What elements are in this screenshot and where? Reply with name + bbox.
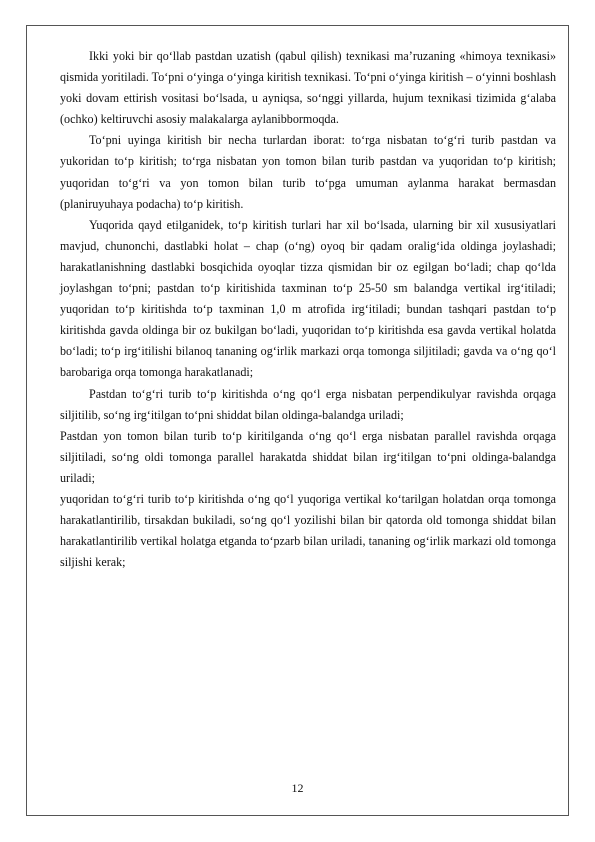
paragraph: yuqoridan to‘g‘ri turib to‘p kiritishda o‘ng qo‘l yuqoriga vertikal ko‘tarilgan holatdan orqa tomonga harakatlantirilib, tirsakdan bukiladi, so‘ng qo‘l yozilishi bilan bir qatorda old tomonga shiddat bilan harakatlantirilib vertikal holatga etganda to‘pzarb bilan uriladi, tananing og‘irlik markazi old tomonga siljishi kerak; (60, 491, 556, 570)
paragraph: Pastdan yon tomon bilan turib to‘p kiritilganda o‘ng qo‘l erga nisbatan parallel ravishda orqaga siljitiladi, so‘ng oldi tomonga parallel harakatda shiddat bilan irg‘itilgan to‘pni oldinga-balandga uriladi; (60, 428, 556, 485)
paragraph: Yuqorida qayd etilganidek, to‘p kiritish turlari har xil bo‘lsada, ularning bir xil xususiyatlari mavjud, chunonchi, dastlabki holat – chap (o‘ng) oyoq bir qadam oralig‘ida oldinga joylashadi; harakatlanishning dastlabki bosqichida oyoqlar tizza qismidan bir oz egilgan bo‘ladi; chap qo‘lda joylashgan to‘pni; pastdan to‘p kiritishida taxminan to‘p 25-50 sm balandga vertikal irg‘itiladi; yuqoridan to‘p kiritishda to‘p taxminan 1,0 m atrofida irg‘itiladi; bundan tashqari pastdan to‘p kiritishda gavda oldinga bir oz bukilgan bo‘ladi, yuqoridan to‘p kiritishda esa gavda vertikal holatda bo‘ladi; to‘p irg‘itilishi bilanoq tananing og‘irlik markazi orqa tomonga siljitiladi; gavda va o‘ng qo‘l barobariga orqa tomonga harakatlanadi; (60, 217, 556, 380)
page-number: 12 (291, 781, 304, 795)
body-text (60, 46, 556, 573)
paragraph: Ikki yoki bir qo‘llab pastdan uzatish (qabul qilish) texnikasi ma’ruzaning «himoya texnikasi» qismida yoritiladi. To‘pni o‘yinga o‘yinga kiritish texnikasi. To‘pni o‘yinga kiritish – o‘yinni boshlash yoki dovam ettirish vositasi bo‘lsada, u ayniqsa, so‘nggi yillarda, hujum texnikasi tizimida g‘alaba (ochko) keltiruvchi asosiy malakalarga aylanibbormoqda. (60, 49, 556, 127)
paragraph: To‘pni uyinga kiritish bir necha turlardan iborat: to‘rga nisbatan to‘g‘ri turib pastdan va yukoridan to‘p kiritish; to‘rga nisbatan yon tomon bilan turib pastdan va yuqoridan to‘p kiritish; yuqoridan to‘g‘ri va yon tomon bilan turib to‘pga umuman aylanma harakat bermasdan (planiruyuhaya podacha) to‘p kiritish. (60, 133, 556, 211)
paragraph: Pastdan to‘g‘ri turib to‘p kiritishda o‘ng qo‘l erga nisbatan perpendikulyar ravishda orqaga siljitilib, so‘ng irg‘itilgan to‘pni shiddat bilan oldinga-balandga uriladi; (60, 386, 556, 422)
